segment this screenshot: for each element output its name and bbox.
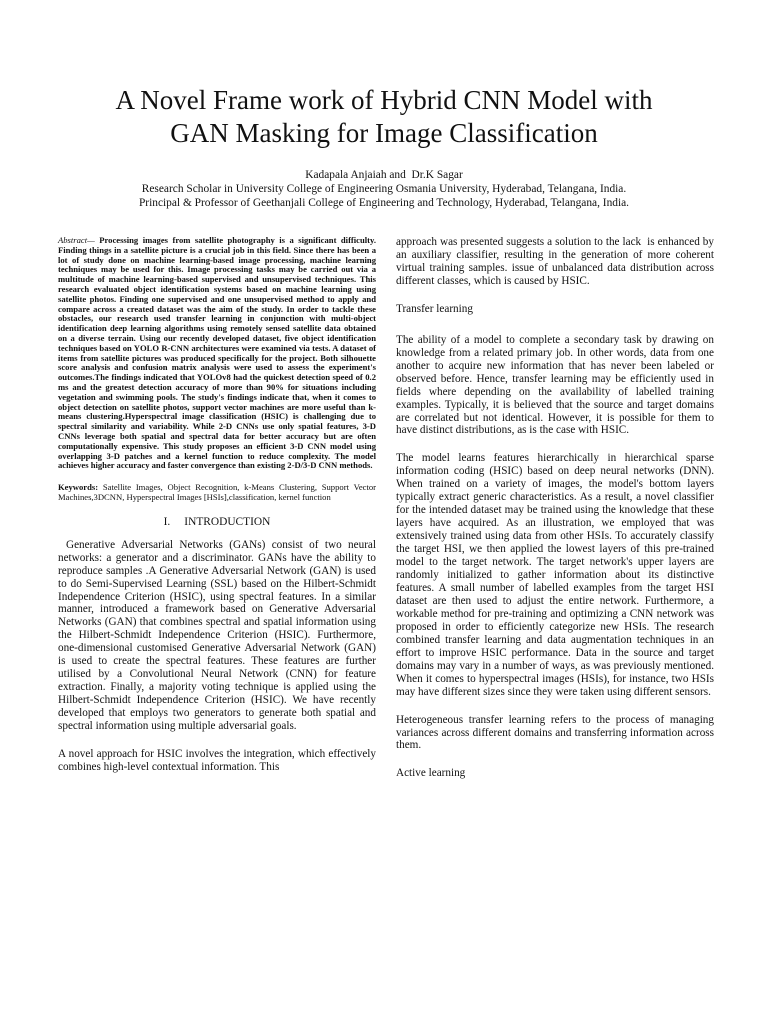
title-line-2: GAN Masking for Image Classification xyxy=(170,118,598,148)
intro-paragraph-2: A novel approach for HSIC involves the integration, which effectively combines high-level contextual information. This xyxy=(58,748,376,773)
section-heading-introduction xyxy=(58,515,376,529)
affiliation-2: Principal & Professor of Geethanjali College of Engineering and Technology, Hyderabad, Telangana, India. xyxy=(138,197,630,209)
abstract-label: Abstract— xyxy=(58,235,95,245)
subheading-transfer-learning: Transfer learning xyxy=(396,302,473,315)
section-number: I. xyxy=(163,515,171,528)
intro-paragraph-1: Generative Adversarial Networks (GANs) consist of two neural networks: a generator and a discriminator. GANs have the ability to reproduce samples .A Generative Adversarial Network (GAN) is used to do Semi-Supervised Learning (SSL) based on the Hilbert-Schmidt Independence Criterion (HSIC), using spectral features. In a similar manner, introduced a framework based on Generative Adversarial Networks (GAN) that combines spectral and spatial information using the Hilbert-Schmidt Independence Criterion (HSIC). Furthermore, one-dimensional customised Generative Adversarial Network (GAN) is used to create the spectral features. These features are further utilised by a Convolutional Neural Network (CNN) for feature extraction. Finally, a majority voting technique is applied using the Hilbert-Schmidt Independence Criterion (HSIC). We have recently developed that employs two generators to generate both spatial and spectral information using multiple adversarial goals. xyxy=(58,538,376,733)
abstract xyxy=(58,236,376,471)
title-line-1: A Novel Frame work of Hybrid CNN Model with xyxy=(115,85,653,115)
paper-title xyxy=(40,84,728,150)
keywords-text: Satellite Images, Object Recognition, k-Means Clustering, Support Vector Machines,3DCNN, Hyperspectral Images [HSIs],classification, kernel function xyxy=(58,482,376,502)
left-column xyxy=(58,236,376,789)
keywords xyxy=(58,483,376,503)
right-paragraph-1: approach was presented suggests a solution to the lack is enhanced by an auxiliary classifier, resulting in the generation of more coherent virtual training samples. issue of unbalanced data distribution across different classes, which is caused by HSIC. xyxy=(396,236,717,287)
affiliation-1: Research Scholar in University College of Engineering Osmania University, Hyderabad, Telangana, India. xyxy=(141,183,627,195)
right-column xyxy=(396,236,717,798)
author-names: Kadapala Anjaiah and Dr.K Sagar xyxy=(305,169,463,181)
section-title: INTRODUCTION xyxy=(184,515,271,528)
subheading-active-learning: Active learning xyxy=(396,767,466,780)
abstract-text: Processing images from satellite photography is a significant difficulty. Finding things in a satellite picture is a crucial job in this field. Since there has been a lot of study done on machine learning-based image processing, machine learning techniques may be used for this. Image processing tasks may be carried out via a multitude of machine learning-based supervised and unsupervised techniques. This research evaluated object identification systems based on machine learning using satellite photos. Finding one supervised and one unsupervised method to apply and compare across a created dataset was the aim of the study. In order to tackle these obstacles, our research used transfer learning in conjunction with multi-object identification deep learning algorithms using remotely sensed satellite data obtained on a diverse terrain. Using our recently developed dataset, five object identification techniques based on YOLO R-CNN architectures were examined via tests. A dataset of items from satellite pictures was produced specifically for the project. Both silhouette score analysis and confusion matrix analysis were used to assess the experiment's outcomes.The findings indicated that YOLOv8 had the quickest detection speed of 0.2 ms and the greatest detection accuracy of more than 90% for situations including vegetation and swimming pools. The study's findings indicate that, when it comes to object detection on satellite photos, support vector machines are more useful than k-means clustering.Hyperspectral image classification (HSIC) is challenging due to spectral similarity and variability. While 2-D CNNs use only spatial features, 3-D CNNs leverage both spatial and spectral data for better accuracy but are often computationally expensive. This study proposes an efficient 3-D CNN model using overlapping 3-D patches and a kernel function to reduce complexity. The model achieves higher accuracy and faster convergence than existing 2-D/3-D CNN methods. xyxy=(58,235,376,471)
right-paragraph-3: The model learns features hierarchically in hierarchical sparse information coding (HSIC) based on deep neural networks (DNN). When trained on a variety of images, the model's bottom layers typically extract generic characteristics. As a result, a novel classifier for the intended dataset may be trained using the knowledge that these layers have acquired. As an illustration, we employed that was extensively trained using data from other HSIs. To accurately classify the target HSI, we then applied the lowest layers of this pre-trained model to the target network. The target network's upper layers are randomly initialized to gather information about its distinctive features. A small number of labelled examples from the target HSI dataset are then used to adjust the entire network. Furthermore, a workable method for pre-training and optimizing a CNN network was proposed in order to efficiently categorize new HSIs. The research combined transfer learning and data augmentation techniques in an effort to improve HSIC performance. Data in the source and target domains may vary in a number of ways, as was previously mentioned. When it comes to hyperspectral images (HSIs), for instance, two HSIs may have different sizes since they were taken using different sensors. xyxy=(396,452,714,698)
author-block xyxy=(40,168,728,210)
right-paragraph-2: The ability of a model to complete a secondary task by drawing on knowledge from a related primary job. In other words, data from one another to acquire new information that has never been labeled or observed before. Hence, transfer learning may be efficiently used in fields where depending on the availability of labelled training examples. Typically, it is believed that the source and target domains are correlated but not identical. However, it is possible for them to have distinct distributions, as is the case with HSIC. xyxy=(396,333,714,437)
right-paragraph-4: Heterogeneous transfer learning refers to the process of managing variances across different domains and transferring information across them. xyxy=(396,713,714,752)
keywords-label: Keywords: xyxy=(58,482,99,493)
